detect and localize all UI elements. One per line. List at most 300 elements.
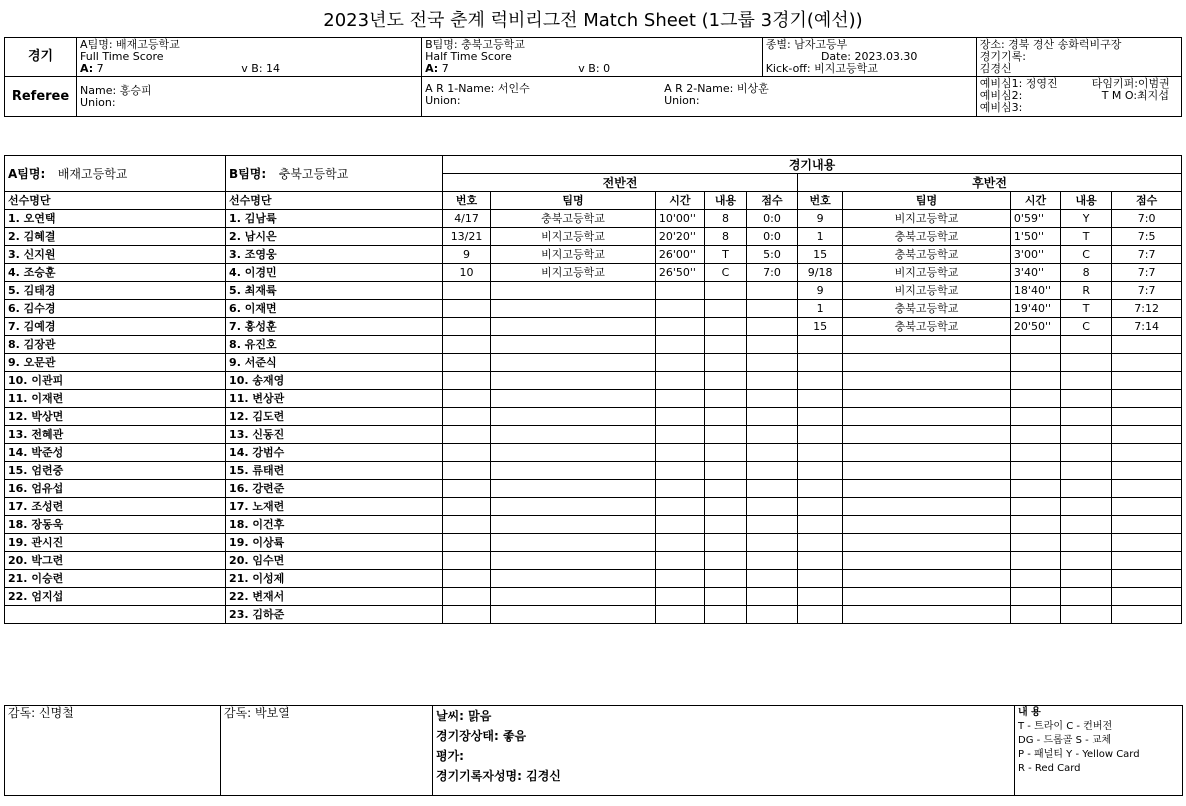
first-half-type bbox=[704, 390, 746, 408]
roster-a-player: 19. 관시진 bbox=[5, 534, 226, 552]
first-half-type: 8 bbox=[704, 210, 746, 228]
second-half-team bbox=[843, 570, 1011, 588]
second-half-time: 18'40'' bbox=[1010, 282, 1060, 300]
first-half-team bbox=[491, 444, 656, 462]
col-header: 번호 bbox=[443, 192, 491, 210]
half-score-b: 0 bbox=[603, 62, 611, 75]
first-half-no bbox=[443, 390, 491, 408]
roster-a-player: 20. 박그련 bbox=[5, 552, 226, 570]
second-half-team: 비지고등학교 bbox=[843, 264, 1011, 282]
first-half-no bbox=[443, 336, 491, 354]
second-half-no bbox=[798, 426, 843, 444]
category: 남자고등부 bbox=[794, 38, 848, 51]
first-half-no bbox=[443, 444, 491, 462]
roster-a-player: 3. 신지원 bbox=[5, 246, 226, 264]
recorder: 김경신 bbox=[979, 62, 1012, 75]
first-half-no bbox=[443, 354, 491, 372]
coach-b: 감독: 박보열 bbox=[221, 706, 433, 796]
first-half-no bbox=[443, 498, 491, 516]
recorder-signature: 경기기록자성명: 김경신 bbox=[436, 769, 561, 783]
assistant-referees-cell: A R 1-Name: 서인수 Union: A R 2-Name: 비상훈 Union: bbox=[422, 77, 977, 117]
roster-b-player: 16. 강련준 bbox=[226, 480, 443, 498]
second-half-type: C bbox=[1061, 318, 1112, 336]
roster-a-player: 1. 오연택 bbox=[5, 210, 226, 228]
second-half-team: 충북고등학교 bbox=[843, 246, 1011, 264]
second-half-no bbox=[798, 570, 843, 588]
legend-item: DG - 드롭골 S - 교체 bbox=[1018, 735, 1112, 746]
footer-table bbox=[4, 705, 1183, 796]
first-half-time bbox=[655, 408, 704, 426]
second-half-score bbox=[1112, 426, 1182, 444]
second-half-no: 15 bbox=[798, 246, 843, 264]
roster-b-player: 11. 변상관 bbox=[226, 390, 443, 408]
second-half-time bbox=[1010, 408, 1060, 426]
first-half-time: 26'00'' bbox=[655, 246, 704, 264]
first-half-type bbox=[704, 552, 746, 570]
first-half-time bbox=[655, 462, 704, 480]
table-row bbox=[5, 300, 1182, 318]
second-half-type bbox=[1061, 498, 1112, 516]
first-half-no bbox=[443, 426, 491, 444]
roster-b-player: 6. 이재면 bbox=[226, 300, 443, 318]
roster-team-b-header: B팀명: 충북고등학교 bbox=[226, 156, 443, 192]
second-half-score: 7:0 bbox=[1112, 210, 1182, 228]
roster-a-player: 22. 엄지섭 bbox=[5, 588, 226, 606]
first-half-score bbox=[746, 372, 797, 390]
first-half-type bbox=[704, 588, 746, 606]
reserve-2: 예비심2: bbox=[979, 89, 1023, 102]
match-info-table bbox=[4, 37, 1182, 117]
first-half-no bbox=[443, 318, 491, 336]
first-half-type bbox=[704, 570, 746, 588]
events-title: 경기내용 bbox=[443, 156, 1182, 174]
category-cell: 종별: 남자고등부 Date: 2023.03.30 Kick-off: 비지고등학교 bbox=[762, 38, 976, 77]
second-half-no: 9/18 bbox=[798, 264, 843, 282]
second-half-score bbox=[1112, 462, 1182, 480]
table-row bbox=[5, 462, 1182, 480]
second-half-team bbox=[843, 408, 1011, 426]
first-half-time bbox=[655, 552, 704, 570]
field-condition: 경기장상태: 좋음 bbox=[436, 729, 527, 743]
roster-a-player: 7. 김예경 bbox=[5, 318, 226, 336]
first-half-type bbox=[704, 516, 746, 534]
second-half-type bbox=[1061, 408, 1112, 426]
first-half-team bbox=[491, 300, 656, 318]
roster-a-player: 13. 전혜관 bbox=[5, 426, 226, 444]
table-row bbox=[5, 336, 1182, 354]
first-half-no bbox=[443, 300, 491, 318]
table-row bbox=[5, 534, 1182, 552]
second-half-score: 7:7 bbox=[1112, 246, 1182, 264]
second-half-no: 15 bbox=[798, 318, 843, 336]
col-header: 팀명 bbox=[843, 192, 1011, 210]
second-half-team bbox=[843, 516, 1011, 534]
first-half-no: 13/21 bbox=[443, 228, 491, 246]
roster-a-player: 18. 장동욱 bbox=[5, 516, 226, 534]
first-half-team bbox=[491, 606, 656, 624]
timekeeper: 타임키퍼:이범권 bbox=[1091, 77, 1170, 90]
second-half-score bbox=[1112, 444, 1182, 462]
second-half-score bbox=[1112, 480, 1182, 498]
team-b-cell: B팀명: 충북고등학교 Half Time Score A: 7 v B: 0 bbox=[422, 38, 763, 77]
table-row bbox=[5, 318, 1182, 336]
first-half-time: 20'20'' bbox=[655, 228, 704, 246]
second-half-score bbox=[1112, 354, 1182, 372]
first-half-type: T bbox=[704, 246, 746, 264]
second-half-time: 1'50'' bbox=[1010, 228, 1060, 246]
second-half-time bbox=[1010, 480, 1060, 498]
first-half-team bbox=[491, 588, 656, 606]
officials-cell bbox=[976, 77, 1181, 117]
roster-b-player: 23. 김하준 bbox=[226, 606, 443, 624]
second-half-team bbox=[843, 588, 1011, 606]
first-half-no bbox=[443, 570, 491, 588]
first-half-score bbox=[746, 408, 797, 426]
second-half-team: 충북고등학교 bbox=[843, 300, 1011, 318]
col-header: 점수 bbox=[746, 192, 797, 210]
first-half-score: 0:0 bbox=[746, 210, 797, 228]
roster-events-table bbox=[4, 155, 1182, 624]
first-half-type bbox=[704, 354, 746, 372]
second-half-no bbox=[798, 498, 843, 516]
first-half-team: 비지고등학교 bbox=[491, 228, 656, 246]
second-half-team bbox=[843, 462, 1011, 480]
second-half-time: 3'00'' bbox=[1010, 246, 1060, 264]
roster-a-player: 10. 이관피 bbox=[5, 372, 226, 390]
table-row bbox=[5, 408, 1182, 426]
second-half-score bbox=[1112, 534, 1182, 552]
rating: 평가: bbox=[436, 749, 464, 763]
second-half-time: 0'59'' bbox=[1010, 210, 1060, 228]
second-half-no bbox=[798, 408, 843, 426]
table-row bbox=[5, 606, 1182, 624]
first-half-team bbox=[491, 426, 656, 444]
second-half-time bbox=[1010, 336, 1060, 354]
first-half-time bbox=[655, 570, 704, 588]
roster-b-player: 20. 임수면 bbox=[226, 552, 443, 570]
table-row bbox=[5, 246, 1182, 264]
ar1-name: A R 1-Name: 서인수 bbox=[425, 82, 530, 95]
first-half-team bbox=[491, 336, 656, 354]
second-half-team bbox=[843, 354, 1011, 372]
reserve-3: 예비심3: bbox=[979, 101, 1023, 114]
roster-a-player: 2. 김혜결 bbox=[5, 228, 226, 246]
second-half-no bbox=[798, 336, 843, 354]
second-half-score: 7:7 bbox=[1112, 264, 1182, 282]
roster-a-player: 8. 김장관 bbox=[5, 336, 226, 354]
first-half-time bbox=[655, 354, 704, 372]
coach-a: 감독: 신명철 bbox=[5, 706, 221, 796]
second-half-time: 20'50'' bbox=[1010, 318, 1060, 336]
first-half-no: 9 bbox=[443, 246, 491, 264]
second-half-score: 7:5 bbox=[1112, 228, 1182, 246]
second-half-type: C bbox=[1061, 246, 1112, 264]
second-half-no bbox=[798, 588, 843, 606]
first-half-team bbox=[491, 282, 656, 300]
table-row bbox=[5, 282, 1182, 300]
second-half-time bbox=[1010, 534, 1060, 552]
first-half-time bbox=[655, 516, 704, 534]
first-half-time bbox=[655, 534, 704, 552]
second-half-no: 9 bbox=[798, 210, 843, 228]
second-half-time bbox=[1010, 390, 1060, 408]
roster-a-player: 9. 오문관 bbox=[5, 354, 226, 372]
table-row bbox=[5, 390, 1182, 408]
second-half-type bbox=[1061, 372, 1112, 390]
second-half-type bbox=[1061, 354, 1112, 372]
venue-cell: 장소: 경북 경산 송화럭비구장 경기기록: 김경신 bbox=[976, 38, 1181, 77]
table-row bbox=[5, 498, 1182, 516]
roster-b-player: 12. 김도련 bbox=[226, 408, 443, 426]
second-half-team bbox=[843, 480, 1011, 498]
roster-a-list-label: 선수명단 bbox=[5, 192, 226, 210]
first-half-type bbox=[704, 318, 746, 336]
first-half-score bbox=[746, 300, 797, 318]
second-half-team bbox=[843, 552, 1011, 570]
second-half-score: 7:14 bbox=[1112, 318, 1182, 336]
second-half-type: Y bbox=[1061, 210, 1112, 228]
table-row bbox=[5, 570, 1182, 588]
first-half-no bbox=[443, 462, 491, 480]
first-half-type bbox=[704, 444, 746, 462]
second-half-team bbox=[843, 498, 1011, 516]
second-half-time bbox=[1010, 606, 1060, 624]
first-half-type: 8 bbox=[704, 228, 746, 246]
col-header: 팀명 bbox=[491, 192, 656, 210]
second-half-no bbox=[798, 354, 843, 372]
first-half-type bbox=[704, 282, 746, 300]
second-half-no bbox=[798, 390, 843, 408]
table-row bbox=[5, 516, 1182, 534]
first-half-no bbox=[443, 534, 491, 552]
referee-name: Name: 홍승피 bbox=[80, 83, 152, 97]
first-half-score bbox=[746, 336, 797, 354]
first-half-score bbox=[746, 282, 797, 300]
second-half-time bbox=[1010, 426, 1060, 444]
first-half-time bbox=[655, 282, 704, 300]
second-half-score bbox=[1112, 372, 1182, 390]
table-row bbox=[5, 228, 1182, 246]
referee-cell: Name: 홍승피 Union: bbox=[77, 77, 422, 117]
second-half-team bbox=[843, 426, 1011, 444]
second-half-time bbox=[1010, 444, 1060, 462]
first-half-score bbox=[746, 426, 797, 444]
second-half-type bbox=[1061, 606, 1112, 624]
first-half-time: 10'00'' bbox=[655, 210, 704, 228]
second-half-no bbox=[798, 516, 843, 534]
tmo: T M O:최지섭 bbox=[1101, 89, 1169, 102]
first-half-team bbox=[491, 462, 656, 480]
table-row bbox=[5, 354, 1182, 372]
second-half-type bbox=[1061, 534, 1112, 552]
roster-b-player: 15. 류태련 bbox=[226, 462, 443, 480]
first-half-type bbox=[704, 336, 746, 354]
first-half-time bbox=[655, 390, 704, 408]
second-half-team: 비지고등학교 bbox=[843, 282, 1011, 300]
second-half-type bbox=[1061, 390, 1112, 408]
second-half-time bbox=[1010, 462, 1060, 480]
roster-a-player: 11. 이재련 bbox=[5, 390, 226, 408]
second-half-type bbox=[1061, 570, 1112, 588]
first-half-time bbox=[655, 372, 704, 390]
first-half-team: 비지고등학교 bbox=[491, 264, 656, 282]
first-half-team bbox=[491, 372, 656, 390]
second-half-time bbox=[1010, 552, 1060, 570]
weather: 날씨: 맑음 bbox=[436, 709, 492, 723]
first-half-type bbox=[704, 408, 746, 426]
second-half-score: 7:7 bbox=[1112, 282, 1182, 300]
roster-a-player: 5. 김태경 bbox=[5, 282, 226, 300]
table-row bbox=[5, 264, 1182, 282]
first-half-type bbox=[704, 426, 746, 444]
first-half-type bbox=[704, 480, 746, 498]
second-half-team: 충북고등학교 bbox=[843, 318, 1011, 336]
team-b-name: 충북고등학교 bbox=[461, 38, 525, 51]
first-half-time bbox=[655, 498, 704, 516]
second-half-score bbox=[1112, 516, 1182, 534]
roster-b-player: 17. 노재련 bbox=[226, 498, 443, 516]
legend-item: P - 패널티 Y - Yellow Card bbox=[1018, 749, 1140, 760]
second-half-type bbox=[1061, 516, 1112, 534]
first-half-team bbox=[491, 318, 656, 336]
team-a-cell: A팀명: 배재고등학교 Full Time Score A: 7 v B: 14 bbox=[77, 38, 422, 77]
second-half-team bbox=[843, 372, 1011, 390]
second-half-score bbox=[1112, 570, 1182, 588]
roster-b-player: 8. 유진호 bbox=[226, 336, 443, 354]
second-half-team: 충북고등학교 bbox=[843, 228, 1011, 246]
half-score-a: 7 bbox=[441, 62, 449, 75]
roster-a-player: 16. 엄유섭 bbox=[5, 480, 226, 498]
first-half-type bbox=[704, 462, 746, 480]
first-half-type bbox=[704, 372, 746, 390]
col-header: 시간 bbox=[655, 192, 704, 210]
first-half-time bbox=[655, 336, 704, 354]
second-half-no: 9 bbox=[798, 282, 843, 300]
first-half-team bbox=[491, 498, 656, 516]
col-header: 점수 bbox=[1112, 192, 1182, 210]
first-half-time bbox=[655, 480, 704, 498]
second-half-time: 3'40'' bbox=[1010, 264, 1060, 282]
roster-b-player: 7. 홍성훈 bbox=[226, 318, 443, 336]
second-half-type: T bbox=[1061, 300, 1112, 318]
first-half-score bbox=[746, 390, 797, 408]
second-half-no: 1 bbox=[798, 228, 843, 246]
second-half-time bbox=[1010, 570, 1060, 588]
roster-a-player: 6. 김수경 bbox=[5, 300, 226, 318]
col-header: 내용 bbox=[704, 192, 746, 210]
roster-b-player: 21. 이성제 bbox=[226, 570, 443, 588]
second-half-score bbox=[1112, 552, 1182, 570]
roster-a-player: 14. 박준성 bbox=[5, 444, 226, 462]
second-half-type bbox=[1061, 480, 1112, 498]
roster-a-player: 12. 박상면 bbox=[5, 408, 226, 426]
col-header: 번호 bbox=[798, 192, 843, 210]
second-half-time bbox=[1010, 588, 1060, 606]
legend-item: T - 트라이 C - 컨버전 bbox=[1018, 721, 1113, 732]
legend-item: R - Red Card bbox=[1018, 763, 1081, 774]
second-half-time bbox=[1010, 516, 1060, 534]
first-half-team bbox=[491, 534, 656, 552]
second-half-type bbox=[1061, 336, 1112, 354]
first-half-team bbox=[491, 354, 656, 372]
second-half-no bbox=[798, 444, 843, 462]
second-half-no: 1 bbox=[798, 300, 843, 318]
first-half-time bbox=[655, 426, 704, 444]
second-half-team bbox=[843, 390, 1011, 408]
second-half-team bbox=[843, 534, 1011, 552]
first-half-type bbox=[704, 300, 746, 318]
roster-a-player: 17. 조성련 bbox=[5, 498, 226, 516]
full-score-b: 14 bbox=[266, 62, 281, 75]
first-half-score: 0:0 bbox=[746, 228, 797, 246]
roster-b-player: 22. 변재서 bbox=[226, 588, 443, 606]
roster-b-list-label: 선수명단 bbox=[226, 192, 443, 210]
roster-b-player: 18. 이건후 bbox=[226, 516, 443, 534]
col-header: 시간 bbox=[1010, 192, 1060, 210]
first-half-type bbox=[704, 606, 746, 624]
first-half-no bbox=[443, 606, 491, 624]
table-row bbox=[5, 210, 1182, 228]
first-half-team: 비지고등학교 bbox=[491, 246, 656, 264]
first-half-time bbox=[655, 300, 704, 318]
second-half-team bbox=[843, 606, 1011, 624]
roster-b-player: 4. 이경민 bbox=[226, 264, 443, 282]
first-half-score bbox=[746, 588, 797, 606]
roster-b-player: 3. 조영웅 bbox=[226, 246, 443, 264]
venue: 경북 경산 송화럭비구장 bbox=[1008, 38, 1122, 51]
first-half-score bbox=[746, 552, 797, 570]
second-half-score bbox=[1112, 498, 1182, 516]
match-date: Date: 2023.03.30 bbox=[820, 50, 918, 63]
second-half-no bbox=[798, 534, 843, 552]
roster-a-player: 4. 조승훈 bbox=[5, 264, 226, 282]
second-half-no bbox=[798, 462, 843, 480]
first-half-time bbox=[655, 588, 704, 606]
table-row bbox=[5, 588, 1182, 606]
second-half-score: 7:12 bbox=[1112, 300, 1182, 318]
first-half-score bbox=[746, 354, 797, 372]
first-half-no bbox=[443, 480, 491, 498]
first-half-no bbox=[443, 588, 491, 606]
first-half-type bbox=[704, 498, 746, 516]
roster-a-player: 15. 엄련중 bbox=[5, 462, 226, 480]
first-half-score bbox=[746, 516, 797, 534]
roster-b-player: 2. 남시은 bbox=[226, 228, 443, 246]
reserve-1: 예비심1: 정영진 bbox=[979, 77, 1058, 90]
second-half-type bbox=[1061, 426, 1112, 444]
first-half-team: 충북고등학교 bbox=[491, 210, 656, 228]
first-half-time bbox=[655, 318, 704, 336]
table-row bbox=[5, 444, 1182, 462]
second-half-score bbox=[1112, 606, 1182, 624]
game-label: 경기 bbox=[5, 38, 77, 77]
table-row bbox=[5, 552, 1182, 570]
full-score-a: 7 bbox=[96, 62, 104, 75]
second-half-score bbox=[1112, 336, 1182, 354]
first-half-score bbox=[746, 462, 797, 480]
second-half-time bbox=[1010, 498, 1060, 516]
second-half-no bbox=[798, 480, 843, 498]
second-half-time bbox=[1010, 354, 1060, 372]
first-half-team bbox=[491, 408, 656, 426]
legend-title: 내 용 bbox=[1018, 707, 1041, 718]
first-half-score bbox=[746, 318, 797, 336]
first-half-score bbox=[746, 498, 797, 516]
table-row bbox=[5, 480, 1182, 498]
first-half-no bbox=[443, 516, 491, 534]
roster-b-player: 19. 이상륙 bbox=[226, 534, 443, 552]
second-half-team bbox=[843, 444, 1011, 462]
